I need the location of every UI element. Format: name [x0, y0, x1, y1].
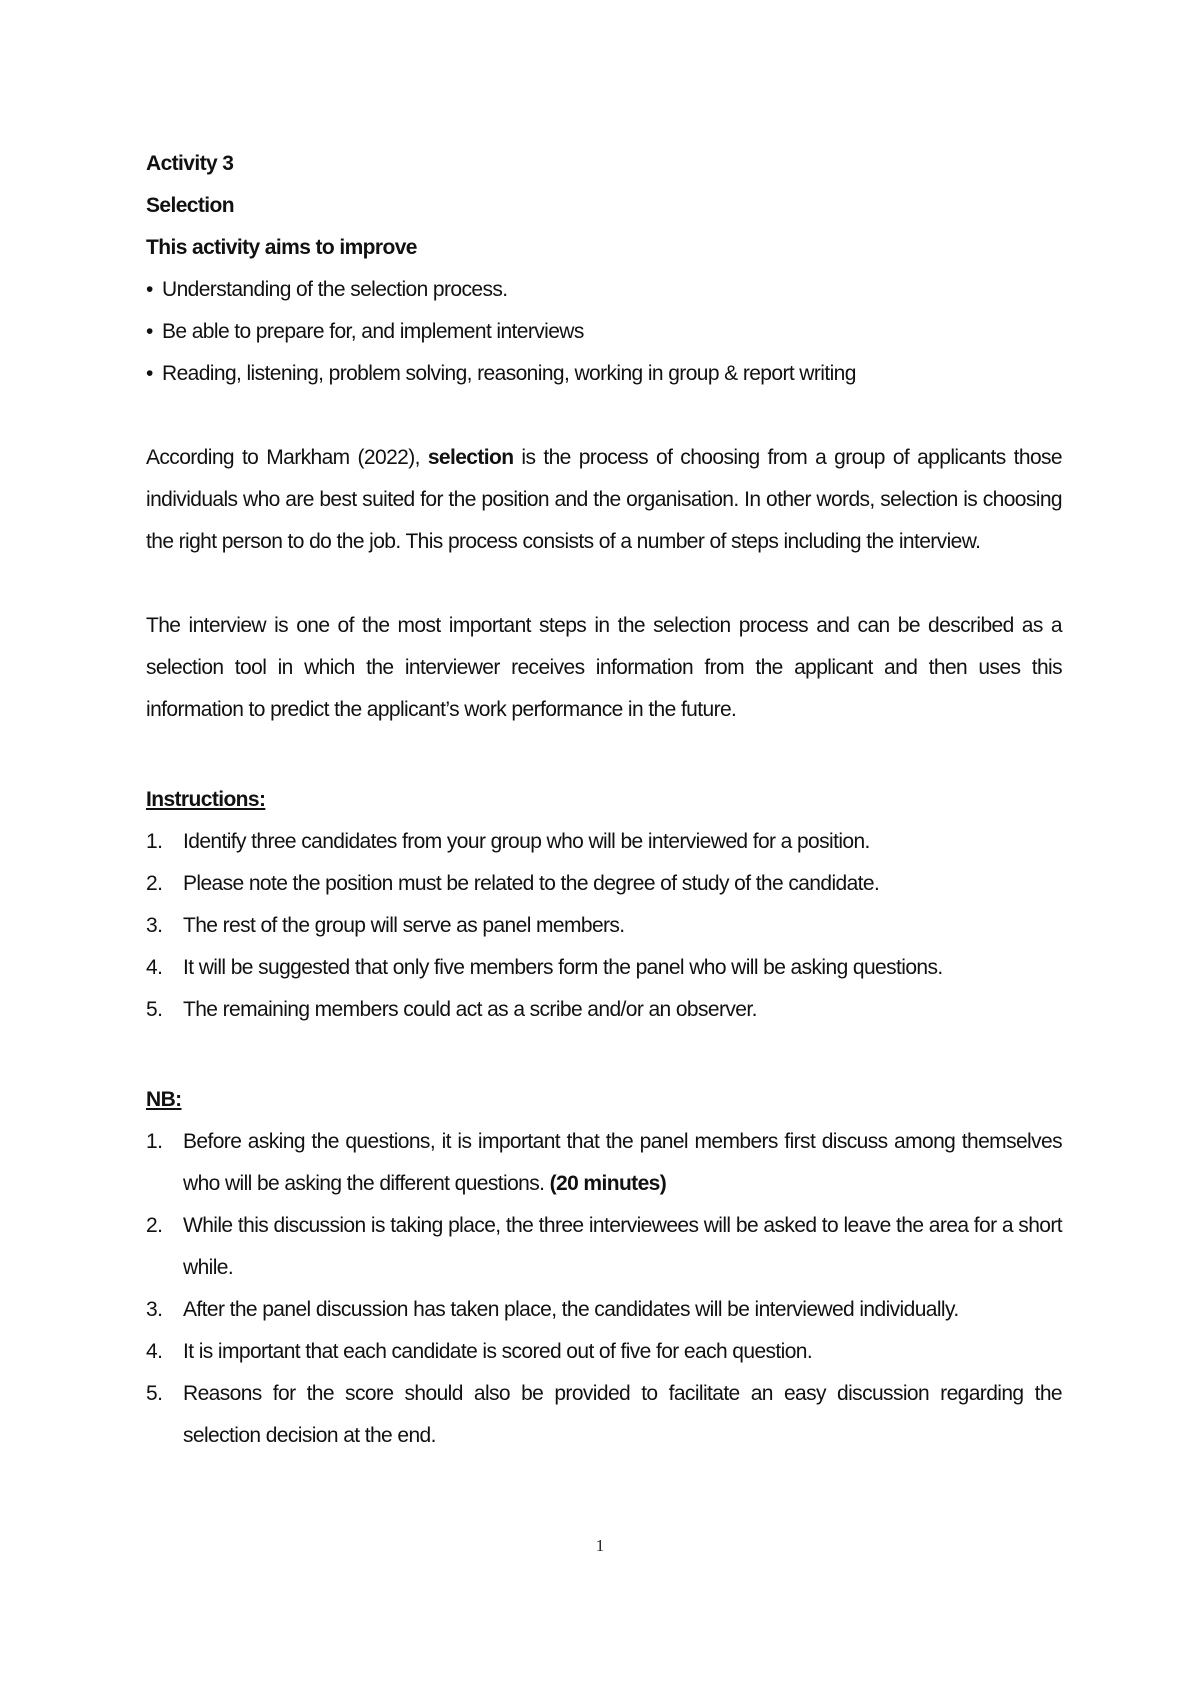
nb-heading: NB:: [146, 1088, 182, 1111]
list-item: 1. Before asking the questions, it is important that the panel members first discuss among themselves who will be asking the different questions. (20 minutes): [146, 1130, 1062, 1195]
aims-heading: This activity aims to improve: [146, 236, 417, 259]
list-item: 2. Please note the position must be related to the degree of study of the candidate.: [146, 872, 880, 895]
aim-text: Understanding of the selection process.: [162, 278, 508, 301]
list-item: 3. The rest of the group will serve as panel members.: [146, 914, 625, 937]
aim-item: [146, 353, 1062, 395]
duration-label: (20 minutes): [549, 1172, 667, 1195]
bullet-icon: •: [146, 278, 153, 301]
aims-list: [146, 269, 1062, 395]
interview-paragraph: The interview is one of the most important steps in the selection process and can be described as a selection tool in which the interviewer receives information from the applicant and then uses this information to predict the applicant’s work performance in the future.: [146, 614, 1062, 721]
aim-item: [146, 269, 1062, 311]
list-item: 5. The remaining members could act as a scribe and/or an observer.: [146, 998, 757, 1021]
paragraph-text: According to Markham (2022),: [146, 446, 428, 469]
bullet-icon: •: [146, 362, 153, 385]
instructions-list: [146, 821, 1062, 1031]
list-item: 5. Reasons for the score should also be provided to facilitate an easy discussion regarding the selection decision at the end.: [146, 1382, 1062, 1447]
nb-list: [146, 1121, 1062, 1457]
aim-text: Reading, listening, problem solving, reasoning, working in group & report writing: [162, 362, 856, 385]
list-item: 1. Identify three candidates from your group who will be interviewed for a position.: [146, 830, 870, 853]
paragraph-text: is the process of choosing from a group of applicants those individuals who are best suited for the position and the organisation. In other words, selection is choosing the right person to do the job. This process consists of a number of steps including the interview.: [146, 446, 1063, 553]
definition-paragraph: [146, 437, 1062, 563]
list-item: 3. After the panel discussion has taken place, the candidates will be interviewed individually.: [146, 1298, 959, 1321]
list-item: 4. It will be suggested that only five members form the panel who will be asking questions.: [146, 956, 943, 979]
instructions-heading: Instructions:: [146, 788, 266, 811]
aim-text: Be able to prepare for, and implement interviews: [162, 320, 584, 343]
list-item: 2. While this discussion is taking place, the three interviewees will be asked to leave the area for a short while.: [146, 1214, 1062, 1279]
page-number: 1: [595, 1536, 605, 1555]
keyword-selection: selection: [427, 446, 514, 469]
list-item: 4. It is important that each candidate is scored out of five for each question.: [146, 1340, 813, 1363]
document-body: [146, 143, 1062, 1457]
section-title: Selection: [146, 194, 234, 217]
bullet-icon: •: [146, 320, 153, 343]
aim-item: [146, 311, 1062, 353]
activity-title: Activity 3: [146, 152, 234, 175]
